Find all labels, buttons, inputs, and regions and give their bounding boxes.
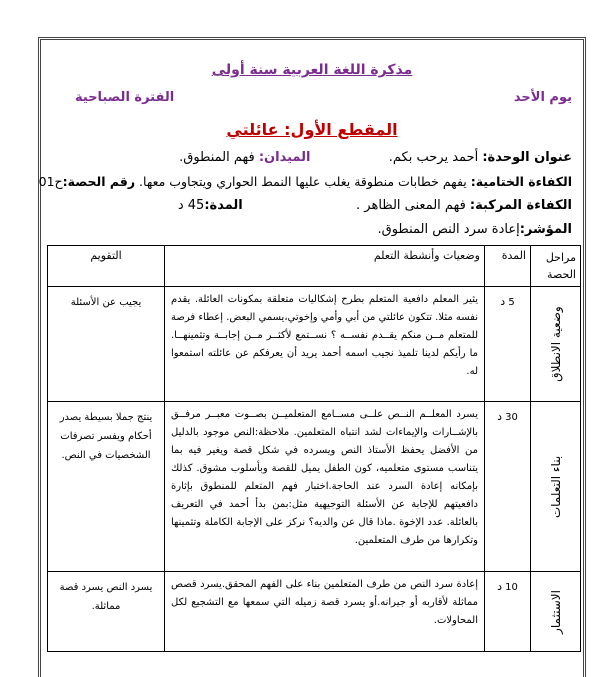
evaluation-cell: يسرد النص يسرد قصة مماثلة.: [48, 572, 165, 652]
indicator-line: [378, 222, 573, 237]
duration-label: المدة:: [204, 198, 243, 213]
indicator-value: إعادة سرد النص المنطوق.: [377, 222, 520, 237]
field-value: فهم المنطوق.: [179, 150, 255, 165]
stage-label: الاستثمار: [548, 589, 563, 634]
document-title: مذكرة اللغة العربية سنة أولى: [211, 62, 413, 78]
table-row: [48, 402, 581, 572]
stage-label: وضعية الانطلاق: [548, 306, 563, 382]
header-stage: مراحل الحصة: [531, 246, 581, 287]
activities-cell: إعادة سرد النص من طرف المتعلمين بناء على الفهم المحقق.يسرد قصص مماثلة لأقاربه أو جيرانه.أو يسرد قصة زميله التي سمعها مع التشجيع لكل المحاولات.: [165, 572, 485, 652]
field-label: الميدان:: [258, 150, 311, 165]
activities-cell: يثير المعلم دافعية المتعلم بطرح إشكاليات متعلقة بمكونات العائلة. يقدم نفسه مثلا. تتكون عائلتي من أبي وأمي وإخوتي،يسمي البعض. إعطاء فرصة للمتعلم مــن منكم يقــدم نفســه ؟ نســتمع لأكثــر مــن إجابــة وتثمينهــا. ما رأيكم لدينا تلميذ نجيب اسمه أحمد يريد أن يعرفكم عن عائلته استمعوا له.: [165, 287, 485, 402]
stage-cell: [531, 402, 581, 572]
stage-cell: [531, 287, 581, 402]
evaluation-cell: يجيب عن الأسئلة: [48, 287, 165, 402]
duration-unit: د: [497, 410, 502, 423]
duration-cell: [485, 287, 531, 402]
table-row: [48, 287, 581, 402]
final-comp-label: الكفاءة الختامية:: [470, 174, 572, 189]
header-duration: المدة: [485, 246, 531, 287]
segment-title: المقطع الأول: عائلتي: [226, 120, 398, 139]
table-header-row: [48, 246, 581, 287]
evaluation-cell: ينتج جملا بسيطة يصدر أحكام ويفسر تصرفات الشخصيات في النص.: [48, 402, 165, 572]
final-comp-value: يفهم خطابات منطوقة يغلب عليها النمط الحواري ويتجاوب معها.: [139, 174, 467, 189]
duration-number: 30: [505, 412, 518, 423]
activities-cell: يسرد المعلــم النــص علــى مســامع المتعلميــن بصــوت معبــر مرفــق بالإشــارات والإيماءات لشد انتباه المتعلمين. ملاحظة:النص موجود بالدليل من الأفضل يحفظ الأستاذ النص ويسرده في شكل قصة ويغير فيه بما يتناسب مستوى متعلميه، كون الطفل يميل للقصة وبأسلوب مشوق. كذلك بإمكانه إعادة السرد عند الحاجة.اختبار فهم المتعلم للمنطوق بإثارة دافعيتهم للإجابة عن الأسئلة التوجيهية مثل:بمن بدأ أحمد في التعريف بالعائلة. عدد الإخوة .ماذا قال عن والديه؟ نركز على الإجابة الكاملة وتثمينها وتكرارها من طرف المتعلمين.: [165, 402, 485, 572]
duration-unit: د: [500, 295, 506, 308]
unit-line: [179, 150, 572, 165]
core-comp-label: الكفاءة المركبة:: [469, 198, 572, 213]
lesson-table: [47, 245, 581, 652]
header-activities: وضعيات وأنشطة التعلم: [165, 246, 485, 287]
indicator-label: المؤشر:: [519, 222, 572, 237]
duration-number: 10: [505, 582, 518, 593]
core-competence-line: [178, 198, 572, 213]
unit-label: عنوان الوحدة:: [482, 150, 572, 165]
duration-cell: [485, 402, 531, 572]
document-page: [38, 37, 586, 677]
period-label: الفترة الصباحية: [75, 90, 175, 105]
session-value: ح01: [38, 174, 63, 189]
stage-label: بناء التعلمات: [548, 455, 563, 518]
session-label: رقم الحصة:: [62, 174, 136, 189]
core-comp-value: فهم المعنى الظاهر .: [356, 198, 466, 213]
duration-unit: د: [497, 580, 502, 593]
unit-value: أحمد يرحب بكم.: [388, 150, 479, 165]
duration-number: 5: [508, 297, 515, 308]
duration-value: 45 د: [177, 198, 205, 213]
header-evaluation: التقويم: [48, 246, 165, 287]
final-competence-line: [39, 174, 572, 189]
day-label: يوم الأحد: [513, 90, 572, 105]
